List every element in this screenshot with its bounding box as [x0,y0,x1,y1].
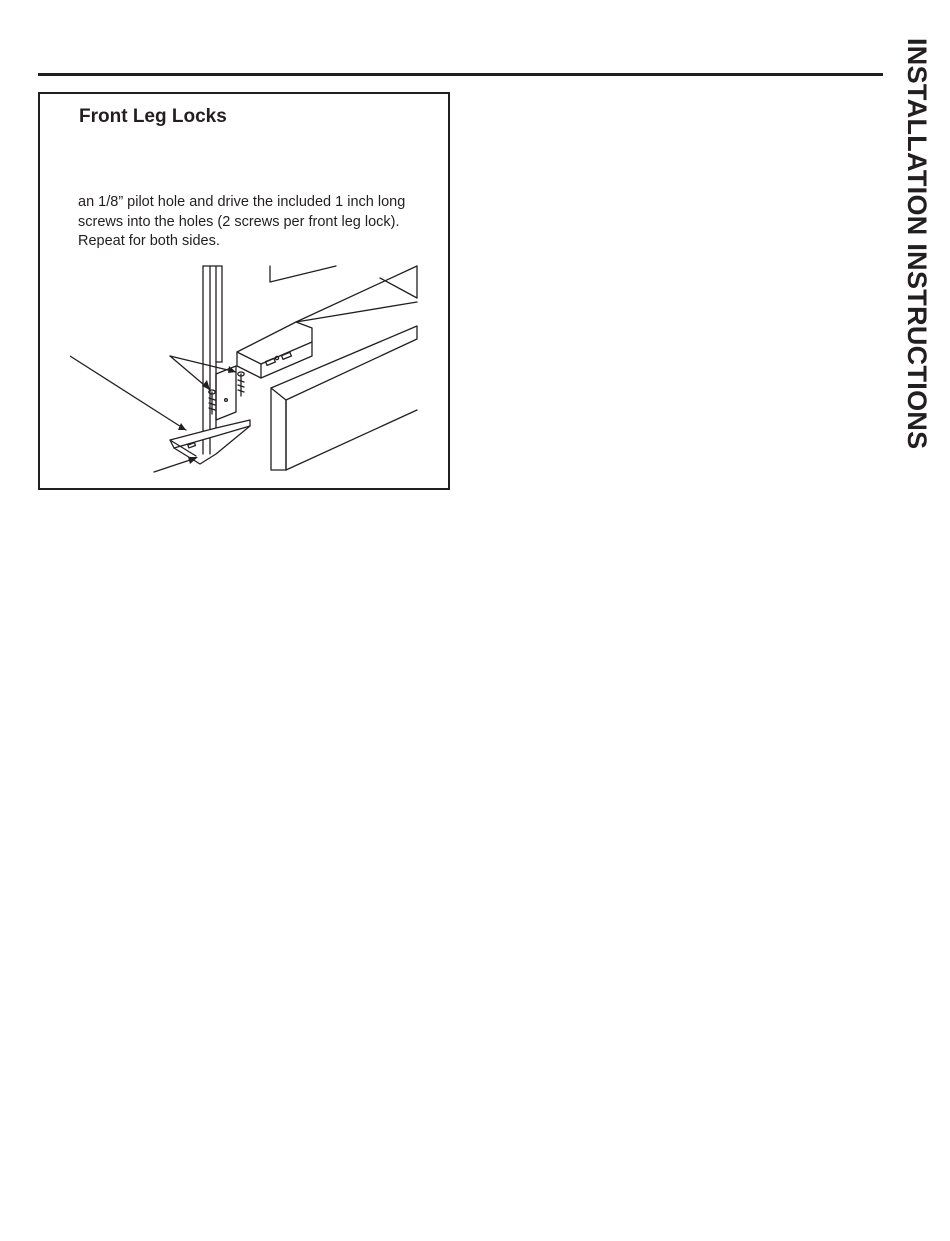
box-instructions: an 1/8” pilot hole and drive the included 1 inch long screws into the holes (2 screws per front leg lock). Repeat for both sides. [78,194,406,249]
header-rule [38,73,883,76]
front-leg-locks-box [38,92,450,490]
front-leg-lock-illustration [70,262,450,486]
section-title: INSTALLATION INSTRUCTIONS [902,38,932,450]
box-heading: Front Leg Locks [79,106,227,127]
